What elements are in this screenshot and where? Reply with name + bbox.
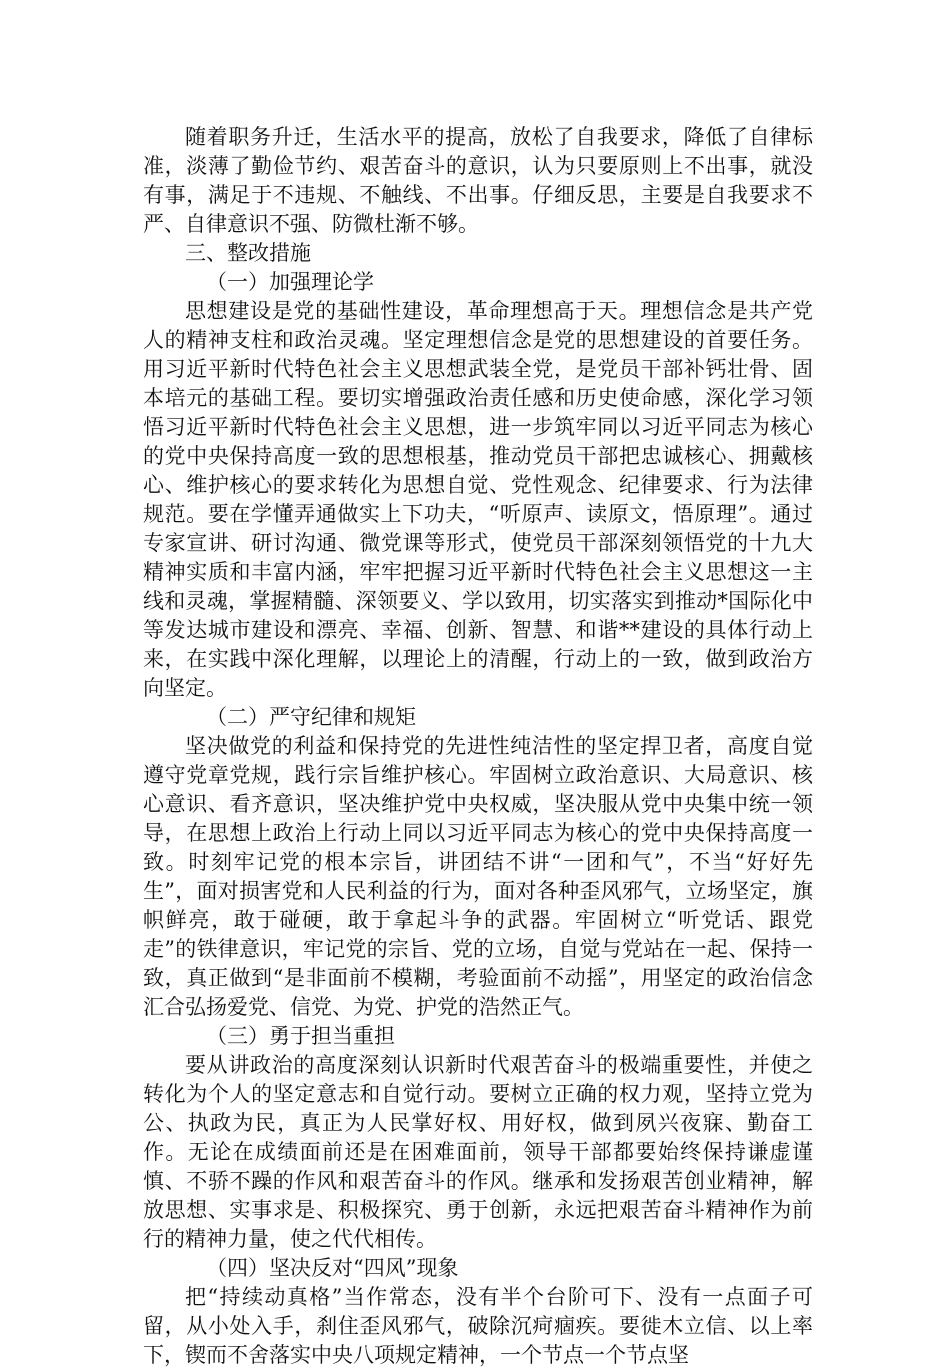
paragraph-theory-study: 思想建设是党的基础性建设，革命理想高于天。理想信念是共产党人的精神支柱和政治灵魂。坚定理想信念是党的思想建设的首要任务。用习近平新时代特色社会主义思想武装全党，是党员干部补钙壮骨、固本培元的基础工程。要切实增强政治责任感和历史使命感，深化学习领悟习近平新时代特色社会主义思想，进一步筑牢同以习近平同志为核心的党中央保持高度一致的思想根基，推动党员干部把忠诚核心、拥戴核心、维护核心的要求转化为思想自觉、党性观念、纪律要求、行为法律规范。要在学懂弄通做实上下功夫，“听原声、读原文，悟原理”。通过专家宣讲、研讨沟通、微党课等形式，使党员干部深刻领悟党的十九大精神实质和丰富内涵，牢牢把握习近平新时代特色社会主义思想这一主线和灵魂，掌握精髓、深领要义、学以致用，切实落实到推动*国际化中等发达城市建设和漂亮、幸福、创新、智慧、和谐**建设的具体行动上来，在实践中深化理解，以理论上的清醒，行动上的一致，做到政治方向坚定。 bbox=[143, 299, 813, 700]
section-heading-rectification: 三、整改措施 bbox=[185, 241, 311, 265]
paragraph-four-styles: 把“持续动真格”当作常态，没有半个台阶可下、没有一点面子可留，从小处入手，刹住歪风邪气，破除沉疴痼疾。要徙木立信、以上率下，锲而不舍落实中央八项规定精神，一个节点一个节点坚 bbox=[143, 1285, 813, 1367]
paragraph-discipline: 坚决做党的利益和保持党的先进性纯洁性的坚定捍卫者，高度自觉遵守党章党规，践行宗旨维护核心。牢固树立政治意识、大局意识、核心意识、看齐意识，坚决维护党中央权威，坚决服从党中央集中统一领导，在思想上政治上行动上同以习近平同志为核心的党中央保持高度一致。时刻牢记党的根本宗旨，讲团结不讲“一团和气”，不当“好好先生”，面对损害党和人民利益的行为，面对各种歪风邪气，立场坚定，旗帜鲜亮，敢于碰硬，敢于拿起斗争的武器。牢固树立“听党话、跟党走”的铁律意识，牢记党的宗旨、党的立场，自觉与党站在一起、保持一致，真正做到“是非面前不模糊，考验面前不动摇”，用坚定的政治信念汇合弘扬爱党、信党、为党、护党的浩然正气。 bbox=[143, 734, 813, 1019]
document-body bbox=[143, 123, 813, 1370]
paragraph-responsibility: 要从讲政治的高度深刻认识新时代艰苦奋斗的极端重要性，并使之转化为个人的坚定意志和自觉行动。要树立正确的权力观，坚持立党为公、执政为民，真正为人民掌好权、用好权，做到夙兴夜寐、勤奋工作。无论在成绩面前还是在困难面前，领导干部都要始终保持谦虚谨慎、不骄不躁的作风和艰苦奋斗的作风。继承和发扬艰苦创业精神，解放思想、实事求是、积极探究、勇于创新，永远把艰苦奋斗精神作为前行的精神力量，使之代代相传。 bbox=[143, 1053, 813, 1251]
subheading-four-styles: （四）坚决反对“四风”现象 bbox=[206, 1256, 459, 1280]
subheading-theory-study: （一）加强理论学 bbox=[206, 270, 374, 294]
subheading-discipline: （二）严守纪律和规矩 bbox=[206, 705, 416, 729]
paragraph-self-reflection: 随着职务升迁，生活水平的提高，放松了自我要求，降低了自律标准，淡薄了勤俭节约、艰苦奋斗的意识，认为只要原则上不出事，就没有事，满足于不违规、不触线、不出事。仔细反思，主要是自我要求不严、自律意识不强、防微杜渐不够。 bbox=[143, 125, 813, 236]
subheading-responsibility: （三）勇于担当重担 bbox=[206, 1024, 395, 1048]
